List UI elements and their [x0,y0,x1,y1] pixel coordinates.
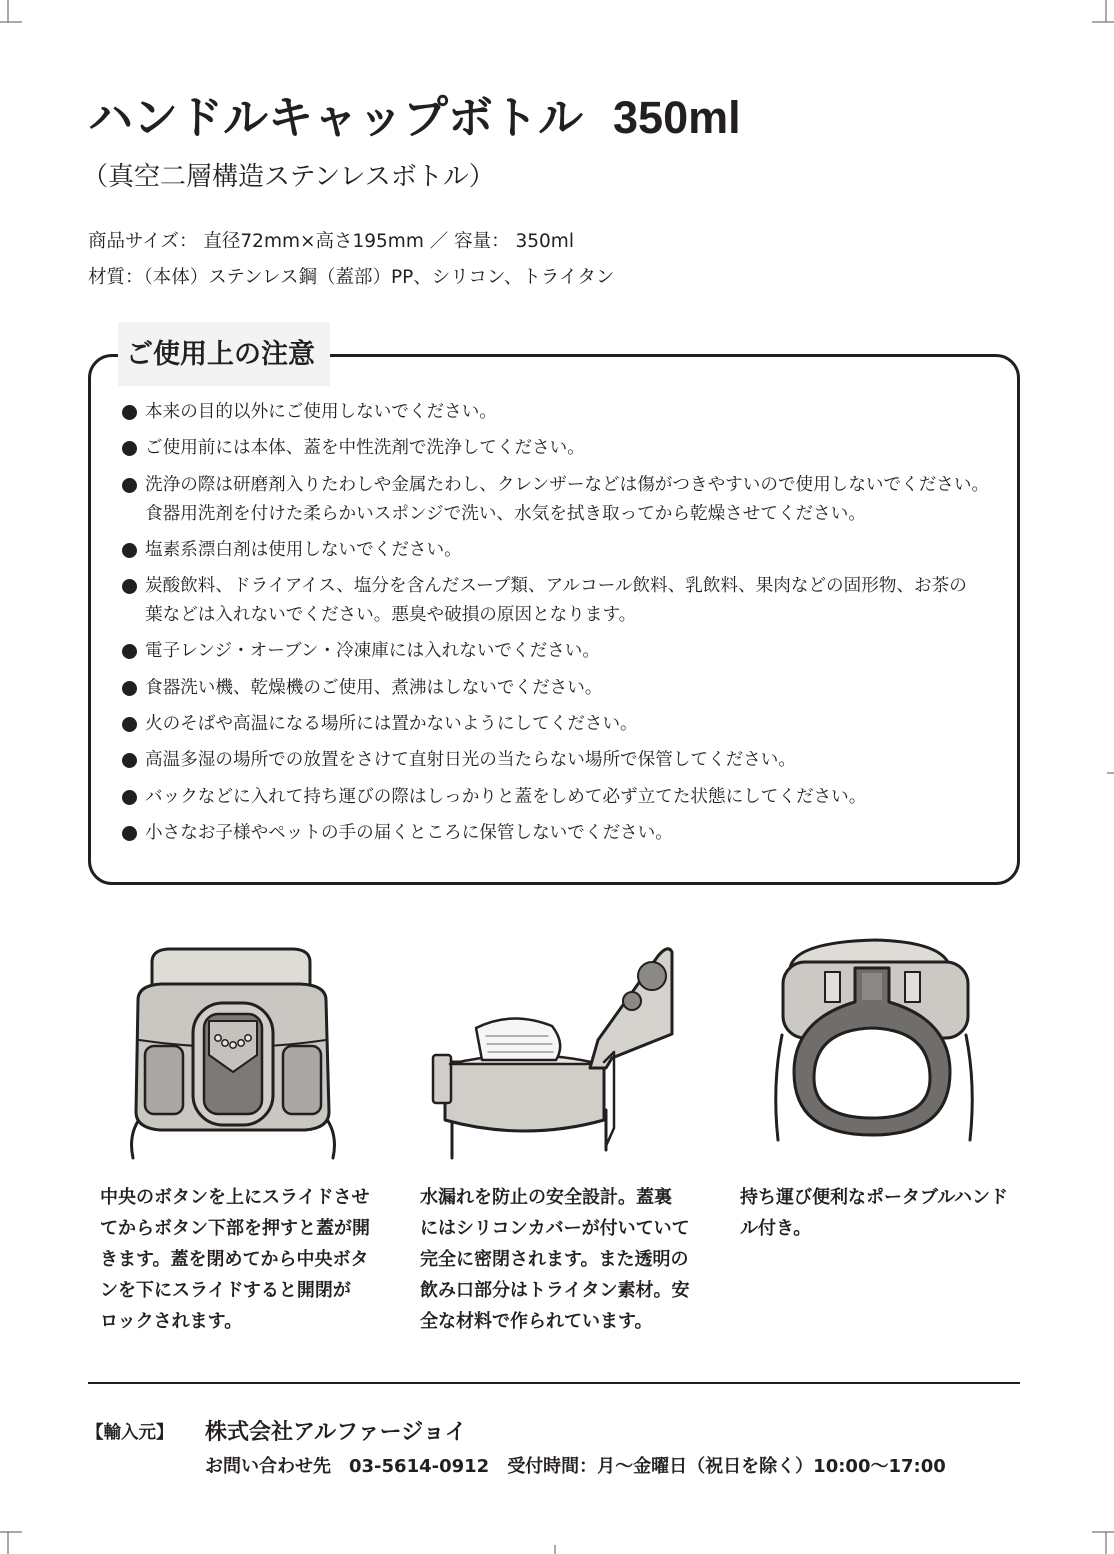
crop-mark-bottom-right [1092,1532,1114,1554]
caution-text-line: 電子レンジ・オーブン・冷凍庫には入れないでください。 [145,641,600,662]
lid-button-upper [638,962,666,990]
bullet-icon [122,753,137,768]
open-lid-illustration [425,940,685,1160]
cap-button-illustration [120,935,350,1160]
lid-button-lower [623,992,641,1010]
caution-text-line: 本来の目的以外にご使用しないでください。 [145,402,497,422]
bottle-side-right [326,1118,334,1158]
caution-text-line: 火のそばや高温になる場所には置かないようにしてください。 [145,714,638,735]
feature-text-line: 飲み口部分はトライタン素材。安 [420,1280,690,1301]
caution-text-line: 高温多湿の場所での放置をさけて直射日光の当たらない場所で保管してください。 [145,750,796,771]
spec-material: 材質：（本体）ステンレス鋼（蓋部）PP、シリコン、トライタン [88,267,615,288]
caution-text-line: 塩素系漂白剤は使用しないでください。 [145,539,462,560]
feature-text-line: 持ち運び便利なポータブルハンド [740,1187,1009,1208]
handle-illustration [770,930,980,1150]
product-name: ハンドルキャップボトル [88,92,584,143]
caution-text-line: 炭酸飲料、ドライアイス、塩分を含んだスープ類、アルコール飲料、乳飲料、果肉などの固形物、お茶の [145,576,967,597]
contact-label: お問い合わせ先 [205,1456,331,1477]
bullet-icon [122,543,137,558]
feature-text-line: ンを下にスライドすると開閉が [100,1280,351,1301]
bullet-icon [122,681,137,696]
feature-text-line: ロックされます。 [100,1311,243,1332]
caution-heading: ご使用上の注意 [118,322,330,386]
bottle-side-left [132,1118,140,1158]
caution-item [120,746,989,775]
feature-text-line: きます。蓋を閉めてから中央ボタ [100,1249,369,1270]
product-subtitle: （真空二層構造ステンレスボトル） [82,162,495,192]
feature-text-line: にはシリコンカバーが付いていて [420,1218,690,1239]
cap-band [445,1062,604,1131]
caution-item [120,536,989,565]
bottle-side-left [776,1035,782,1140]
drinking-spout [476,1018,560,1060]
feature-text-line: ル付き。 [740,1218,812,1239]
caution-text-line: 食器用洗剤を付けた柔らかいスポンジで洗い、水気を拭き取ってから乾燥させてください。 [145,503,866,524]
lid-top [152,949,310,986]
importer-company: 株式会社アルファージョイ [205,1420,467,1445]
feature-text-line: てからボタン下部を押すと蓋が開 [100,1218,370,1239]
spec-size: 商品サイズ： 直径72mm×高さ195mm ／ 容量： 350ml [88,231,574,252]
bullet-icon [122,405,137,420]
cap-side-panel-right [283,1046,321,1114]
contact-hours: 受付時間：月～金曜日（祝日を除く）10:00～17:00 [507,1456,946,1477]
cap-side-panel-left [145,1046,183,1114]
importer-label: 【輸入元】 [86,1423,174,1443]
feature-text-button-lock [100,1182,370,1337]
handle-stem-highlight [862,973,882,1000]
bullet-icon [122,644,137,659]
caution-text-line: バックなどに入れて持ち運びの際はしっかりと蓋をしめて必ず立てた状態にしてください。 [145,786,867,807]
bullet-icon [122,826,137,841]
footer-divider [88,1382,1020,1384]
crop-mark-top-left [0,0,22,22]
product-capacity: 350ml [613,92,741,143]
caution-item [120,398,989,427]
bullet-icon [122,579,137,594]
product-title [88,94,741,142]
feature-text-handle [740,1182,1008,1244]
caution-item [120,471,989,529]
feature-text-line: 全な材料で作られています。 [420,1311,653,1332]
importer-contact [205,1455,946,1479]
caution-item [120,572,989,630]
caution-text-line: 小さなお子様やペットの手の届くところに保管しないでください。 [145,822,673,843]
caution-item [120,674,989,703]
caution-item [120,819,989,848]
caution-item [120,710,989,739]
feature-text-line: 完全に密閉されます。また透明の [420,1249,689,1270]
caution-item [120,783,989,812]
caution-text-line: 食器洗い機、乾燥機のご使用、煮沸はしないでください。 [145,677,603,698]
lock-clip [433,1055,451,1103]
bottle-side-right [966,1035,972,1140]
handle-opening [814,1028,930,1118]
caution-item [120,637,989,666]
caution-text-line: 葉などは入れないでください。悪臭や破損の原因となります。 [145,605,637,626]
contact-phone: 03-5614-0912 [349,1456,490,1477]
feature-text-line: 中央のボタンを上にスライドさせ [100,1187,370,1208]
crop-mark-bottom-left [0,1532,22,1554]
handle-mount-right [905,972,920,1002]
caution-list [120,398,989,855]
feature-text-leakproof [420,1182,690,1337]
caution-item [120,434,989,463]
bullet-icon [122,790,137,805]
bullet-icon [122,717,137,732]
handle-mount-left [825,972,840,1002]
bullet-icon [122,441,137,456]
crop-mark-top-right [1092,0,1114,22]
feature-text-line: 水漏れを防止の安全設計。蓋裏 [420,1187,672,1208]
bullet-icon [122,478,137,493]
caution-text-line: ご使用前には本体、蓋を中性洗剤で洗浄してください。 [145,438,585,459]
caution-text-line: 洗浄の際は研磨剤入りたわしや金属たわし、クレンザーなどは傷がつきやすいので使用しないでください。 [145,474,990,495]
